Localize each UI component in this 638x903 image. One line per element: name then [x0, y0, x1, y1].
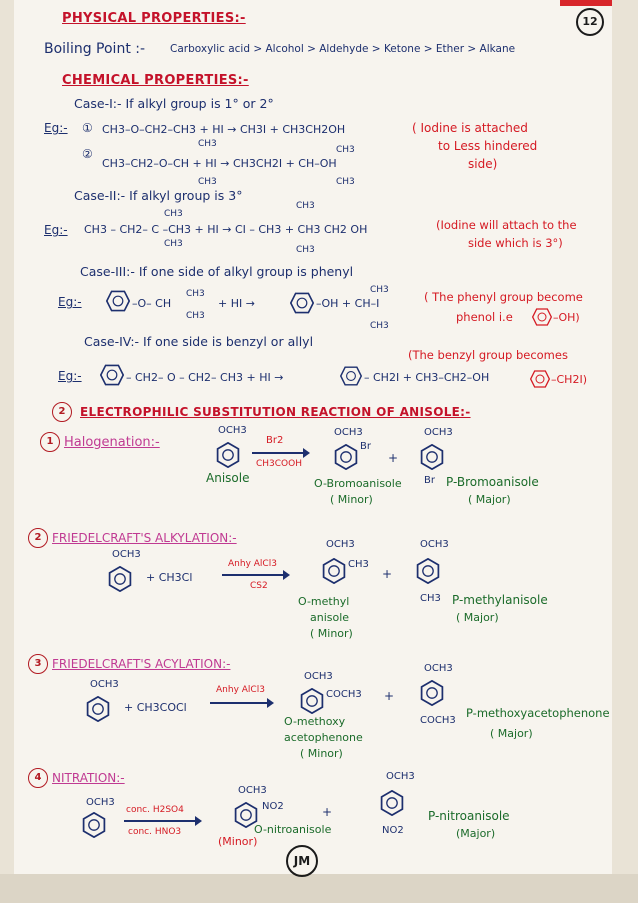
anhy-alcl3-acy: Anhy AlCl3: [216, 685, 265, 695]
note1c: side): [468, 157, 498, 171]
case-1: Case-I:- If alkyl group is 1° or 2°: [74, 96, 274, 111]
benzene-ring-icon: [416, 558, 440, 584]
minor-4: (Minor): [218, 835, 258, 848]
eg-label-3: Eg:-: [58, 295, 82, 309]
case-2: Case-II:- If alkyl group is 3°: [74, 188, 243, 203]
eq4-ch3-bot: CH3: [186, 311, 205, 321]
eg-label-4: Eg:-: [58, 369, 82, 383]
o-bromoanisole: O-Bromoanisole: [314, 477, 402, 490]
eq2-top: CH3: [198, 139, 217, 149]
note1: ( Iodine is attached: [412, 121, 528, 135]
ch3-ortho: CH3: [348, 559, 369, 570]
coch3-ortho: COCH3: [326, 689, 362, 700]
plus-4: +: [322, 805, 333, 819]
och3-nit-para: OCH3: [386, 771, 415, 782]
plus-1: +: [388, 451, 399, 465]
o-methyl: O-methyl: [298, 595, 350, 608]
anhy-alcl3-alk: Anhy AlCl3: [228, 559, 277, 569]
benzene-ring-icon: [340, 366, 362, 386]
eq3: CH3 – CH2– C –CH3 + HI → CI – CH3 + CH3 CH2 OH: [84, 223, 368, 236]
halo-number: 1: [40, 432, 60, 452]
case-4: Case-IV:- If one side is benzyl or allyl: [84, 334, 314, 349]
br-ortho: Br: [360, 441, 371, 452]
nitration-label: NITRATION:-: [52, 771, 125, 785]
note2: (Iodine will attach to the: [436, 218, 577, 232]
note3b: phenol i.e: [456, 310, 513, 324]
note4: (The benzyl group becomes: [408, 348, 568, 362]
o-methoxy-acetophenone: acetophenone: [284, 731, 363, 744]
p-bromoanisole: P-Bromoanisole: [446, 475, 539, 489]
eq2-bottom: CH3: [198, 177, 217, 187]
bp-label: Boiling Point :-: [44, 41, 146, 57]
reaction-arrow: [252, 452, 308, 454]
electrophilic-heading: ELECTROPHILIC SUBSTITUTION REACTION OF ANISOLE:-: [80, 405, 471, 419]
note2b: side which is 3°): [468, 236, 563, 250]
conc-hno3: conc. HNO3: [128, 827, 182, 837]
page-number-badge: 12: [576, 8, 604, 36]
och3-ortho-br: OCH3: [334, 427, 363, 438]
ch3cl-reagent: + CH3Cl: [146, 571, 193, 584]
conc-h2so4: conc. H2SO4: [126, 805, 184, 815]
page-edge: [0, 874, 638, 903]
benzene-ring-icon: [532, 308, 552, 326]
benzene-ring-icon: [82, 812, 106, 838]
eq1: CH3–O–CH2–CH3 + HI → CH3I + CH3CH2OH: [102, 123, 346, 136]
ch3cooh-reagent: CH3COOH: [256, 459, 302, 469]
och3-para-br: OCH3: [424, 427, 453, 438]
major-2: ( Major): [456, 611, 499, 624]
eq2-prod-top: CH3: [336, 145, 355, 155]
p-methoxyacetophenone: P-methoxyacetophenone: [466, 706, 610, 720]
plus-2: +: [382, 567, 393, 581]
reaction-arrow: [124, 820, 200, 822]
och3-nit-reactant: OCH3: [86, 797, 115, 808]
p-nitroanisole: P-nitroanisole: [428, 809, 510, 823]
minor-1: ( Minor): [330, 493, 373, 506]
br-para: Br: [424, 475, 435, 486]
och3-acy-reactant: OCH3: [90, 679, 119, 690]
och3-acy-ortho: OCH3: [304, 671, 333, 682]
major-3: ( Major): [490, 727, 533, 740]
eq4b: + HI →: [218, 297, 255, 310]
och3-alk-reactant: OCH3: [112, 549, 141, 560]
note3-ring-label: –OH): [553, 311, 580, 324]
och3-acy-para: OCH3: [424, 663, 453, 674]
benzene-ring-icon: [420, 680, 444, 706]
benzene-ring-icon: [108, 566, 132, 592]
o-nitroanisole: O-nitroanisole: [254, 823, 332, 836]
major-1: ( Major): [468, 493, 511, 506]
minor-3: ( Minor): [300, 747, 343, 760]
benzene-ring-icon: [290, 292, 314, 314]
note3: ( The phenyl group become: [424, 290, 583, 304]
fc-acy-number: 3: [28, 654, 48, 674]
fc-alkylation-label: FRIEDELCRAFT'S ALKYLATION:-: [52, 531, 237, 545]
benzene-ring-icon: [216, 442, 240, 468]
red-tab: [560, 0, 612, 6]
major-4: (Major): [456, 827, 496, 840]
no2-ortho: NO2: [262, 801, 284, 812]
ch3cocl-reagent: + CH3COCl: [124, 701, 187, 714]
eq4a: –O– CH: [132, 297, 172, 310]
eq4-p-top: CH3: [370, 285, 389, 295]
eq2-prod-bottom: CH3: [336, 177, 355, 187]
anisole-label: Anisole: [206, 471, 250, 485]
cs2-reagent: CS2: [250, 581, 268, 591]
benzene-ring-icon: [420, 444, 444, 470]
eq4-p-bot: CH3: [370, 321, 389, 331]
note1b: to Less hindered: [438, 139, 538, 153]
benzene-ring-icon: [322, 558, 346, 584]
eq5b: – CH2I + CH3–CH2–OH: [364, 371, 490, 384]
eq3-ch3-d: CH3: [296, 245, 315, 255]
eg-label: Eg:-: [44, 121, 68, 135]
ch3-para: CH3: [420, 593, 441, 604]
fc-acylation-label: FRIEDELCRAFT'S ACYLATION:-: [52, 657, 231, 671]
benzene-ring-icon: [86, 696, 110, 722]
section-2-number: 2: [52, 402, 72, 422]
benzene-ring-icon: [380, 790, 404, 816]
case-3: Case-III:- If one side of alkyl group is phenyl: [80, 264, 354, 279]
chemical-heading: CHEMICAL PROPERTIES:-: [62, 73, 249, 88]
reaction-arrow: [210, 702, 272, 704]
nitration-number: 4: [28, 768, 48, 788]
benzene-ring-icon: [100, 364, 124, 386]
eq4c: –OH + CH–I: [316, 297, 380, 310]
eg-label-2: Eg:-: [44, 223, 68, 237]
benzene-ring-icon: [106, 290, 130, 312]
eq3-ch3-a: CH3: [164, 209, 183, 219]
benzene-ring-icon: [334, 444, 358, 470]
minor-2: ( Minor): [310, 627, 353, 640]
eq5a: – CH2– O – CH2– CH3 + HI →: [126, 371, 284, 384]
eq1-num: ①: [82, 121, 93, 135]
eq4-ch3-top: CH3: [186, 289, 205, 299]
eq3-ch3-b: CH3: [164, 239, 183, 249]
och3-alk-ortho: OCH3: [326, 539, 355, 550]
och3-nit-ortho: OCH3: [238, 785, 267, 796]
no2-para: NO2: [382, 825, 404, 836]
coch3-para: COCH3: [420, 715, 456, 726]
bp-order: Carboxylic acid > Alcohol > Aldehyde > Ketone > Ether > Alkane: [170, 43, 516, 55]
eq3-ch3-c: CH3: [296, 201, 315, 211]
o-methyl-anisole: anisole: [310, 611, 350, 624]
physical-heading: PHYSICAL PROPERTIES:-: [62, 11, 246, 26]
eq2-num: ②: [82, 147, 93, 161]
och3-anisole: OCH3: [218, 425, 247, 436]
benzene-ring-icon: [530, 370, 550, 388]
benzene-ring-icon: [300, 688, 324, 714]
o-methoxy: O-methoxy: [284, 715, 346, 728]
reaction-arrow: [222, 574, 288, 576]
och3-alk-para: OCH3: [420, 539, 449, 550]
eq2: CH3–CH2–O–CH + HI → CH3CH2I + CH–OH: [102, 157, 337, 170]
halogenation-label: Halogenation:-: [64, 435, 160, 450]
fc-alk-number: 2: [28, 528, 48, 548]
note4-ring-label: –CH2I): [551, 373, 587, 386]
br2-reagent: Br2: [266, 435, 284, 446]
p-methylanisole: P-methylanisole: [452, 593, 548, 607]
plus-3: +: [384, 689, 395, 703]
author-signature-logo: JM: [286, 845, 318, 877]
